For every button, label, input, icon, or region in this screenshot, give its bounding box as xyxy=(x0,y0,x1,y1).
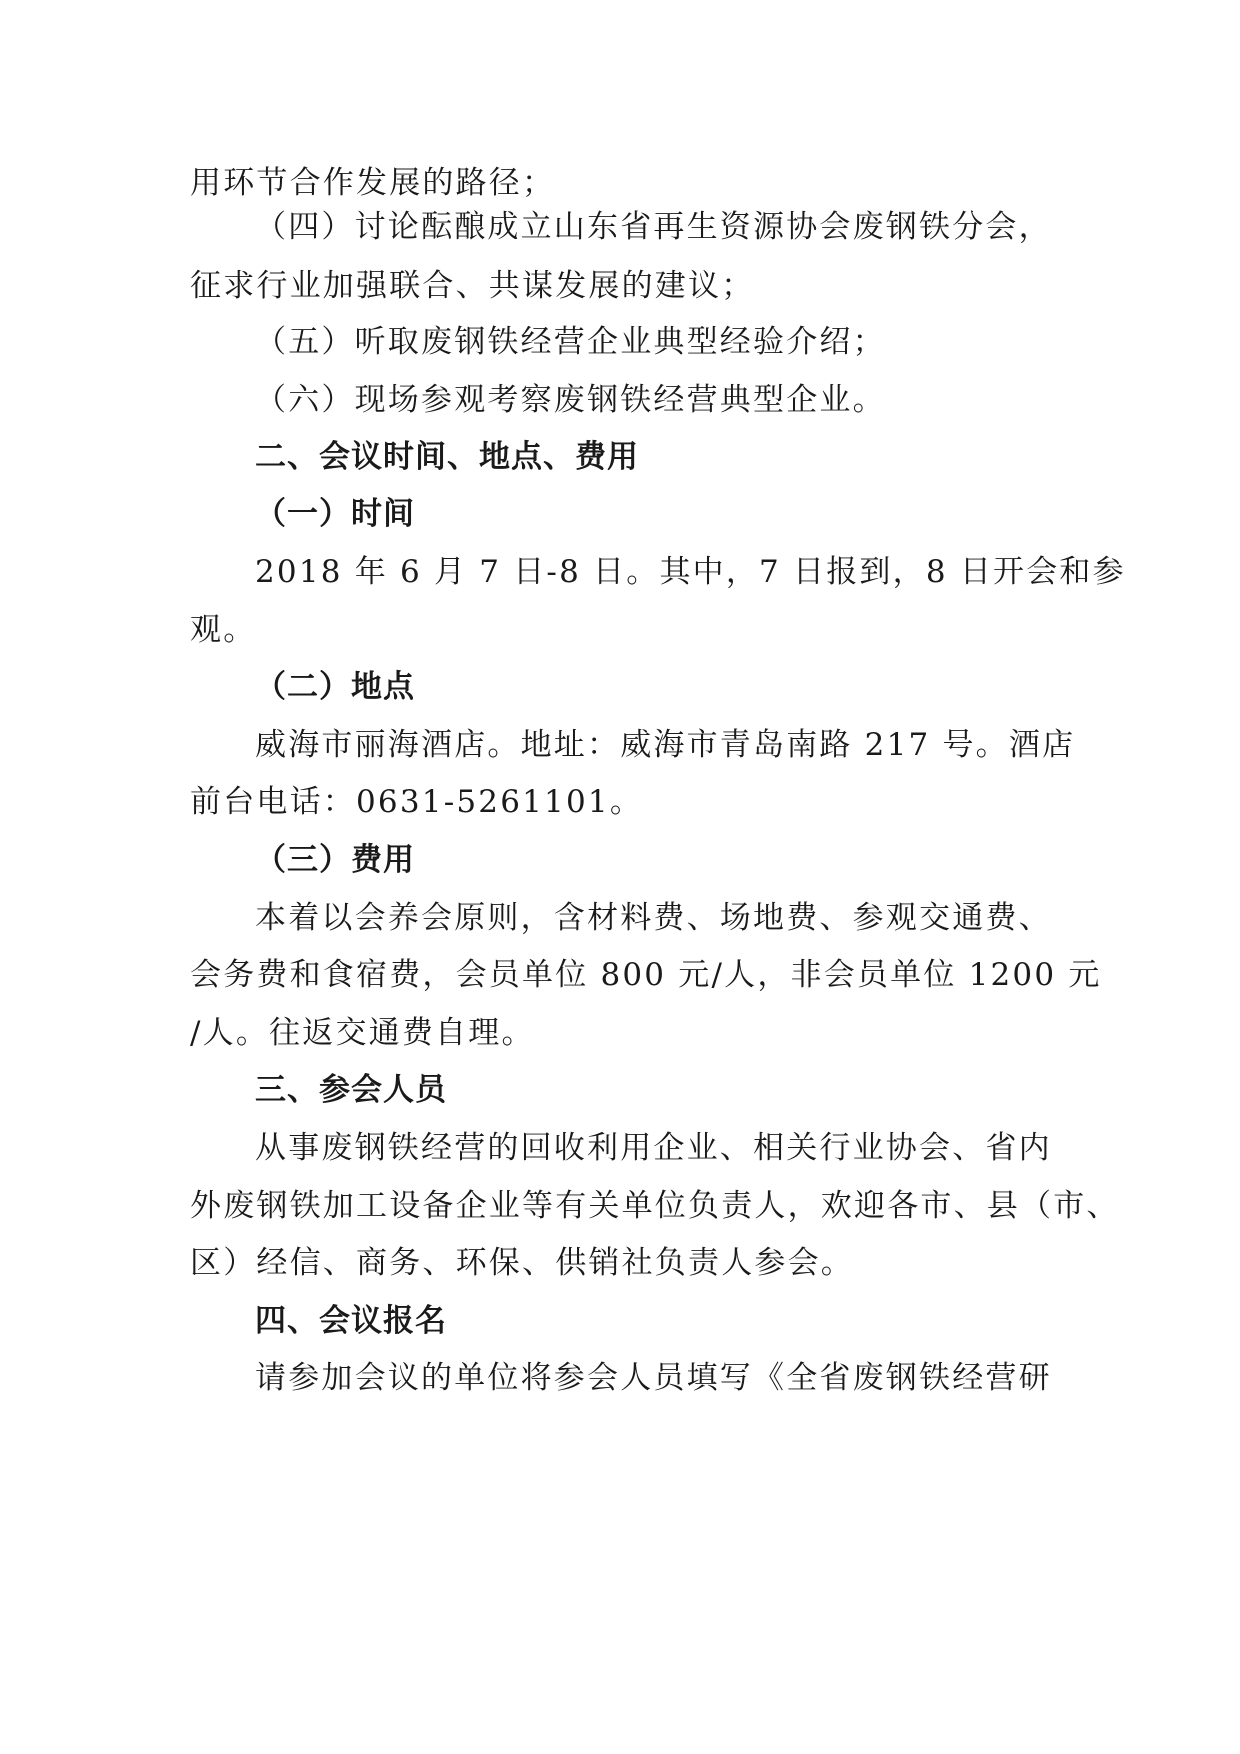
paragraph-line: 本着以会养会原则，含材料费、场地费、参观交通费、 xyxy=(255,900,1052,936)
paragraph-line: 从事废钢铁经营的回收利用企业、相关行业协会、省内 xyxy=(255,1130,1052,1166)
list-item-four: （四）讨论酝酿成立山东省再生资源协会废钢铁分会， xyxy=(255,209,1052,245)
paragraph-line: 观。 xyxy=(190,612,257,648)
paragraph-line: 用环节合作发展的路径； xyxy=(190,165,556,201)
paragraph-line: 征求行业加强联合、共谋发展的建议； xyxy=(190,268,755,304)
paragraph-line: 会务费和食宿费，会员单位 800 元/人，非会员单位 1200 元 xyxy=(190,957,1102,993)
paragraph-line: /人。往返交通费自理。 xyxy=(190,1015,535,1051)
subheading-time: （一）时间 xyxy=(255,496,415,532)
paragraph-line: 请参加会议的单位将参会人员填写《全省废钢铁经营研 xyxy=(255,1360,1052,1396)
paragraph-line: 2018 年 6 月 7 日-8 日。其中，7 日报到，8 日开会和参 xyxy=(255,554,1126,590)
list-item-five: （五）听取废钢铁经营企业典型经验介绍； xyxy=(255,324,886,360)
section-heading-four: 四、会议报名 xyxy=(255,1303,447,1339)
paragraph-line: 区）经信、商务、环保、供销社负责人参会。 xyxy=(190,1245,854,1281)
subheading-fees: （三）费用 xyxy=(255,842,415,878)
paragraph-line: 外废钢铁加工设备企业等有关单位负责人，欢迎各市、县（市、 xyxy=(190,1188,1120,1224)
subheading-location: （二）地点 xyxy=(255,669,415,705)
paragraph-line: 前台电话：0631-5261101。 xyxy=(190,784,644,820)
paragraph-line: 威海市丽海酒店。地址：威海市青岛南路 217 号。酒店 xyxy=(255,727,1076,763)
list-item-six: （六）现场参观考察废钢铁经营典型企业。 xyxy=(255,382,886,418)
section-heading-two: 二、会议时间、地点、费用 xyxy=(255,439,639,475)
section-heading-three: 三、参会人员 xyxy=(255,1072,447,1108)
